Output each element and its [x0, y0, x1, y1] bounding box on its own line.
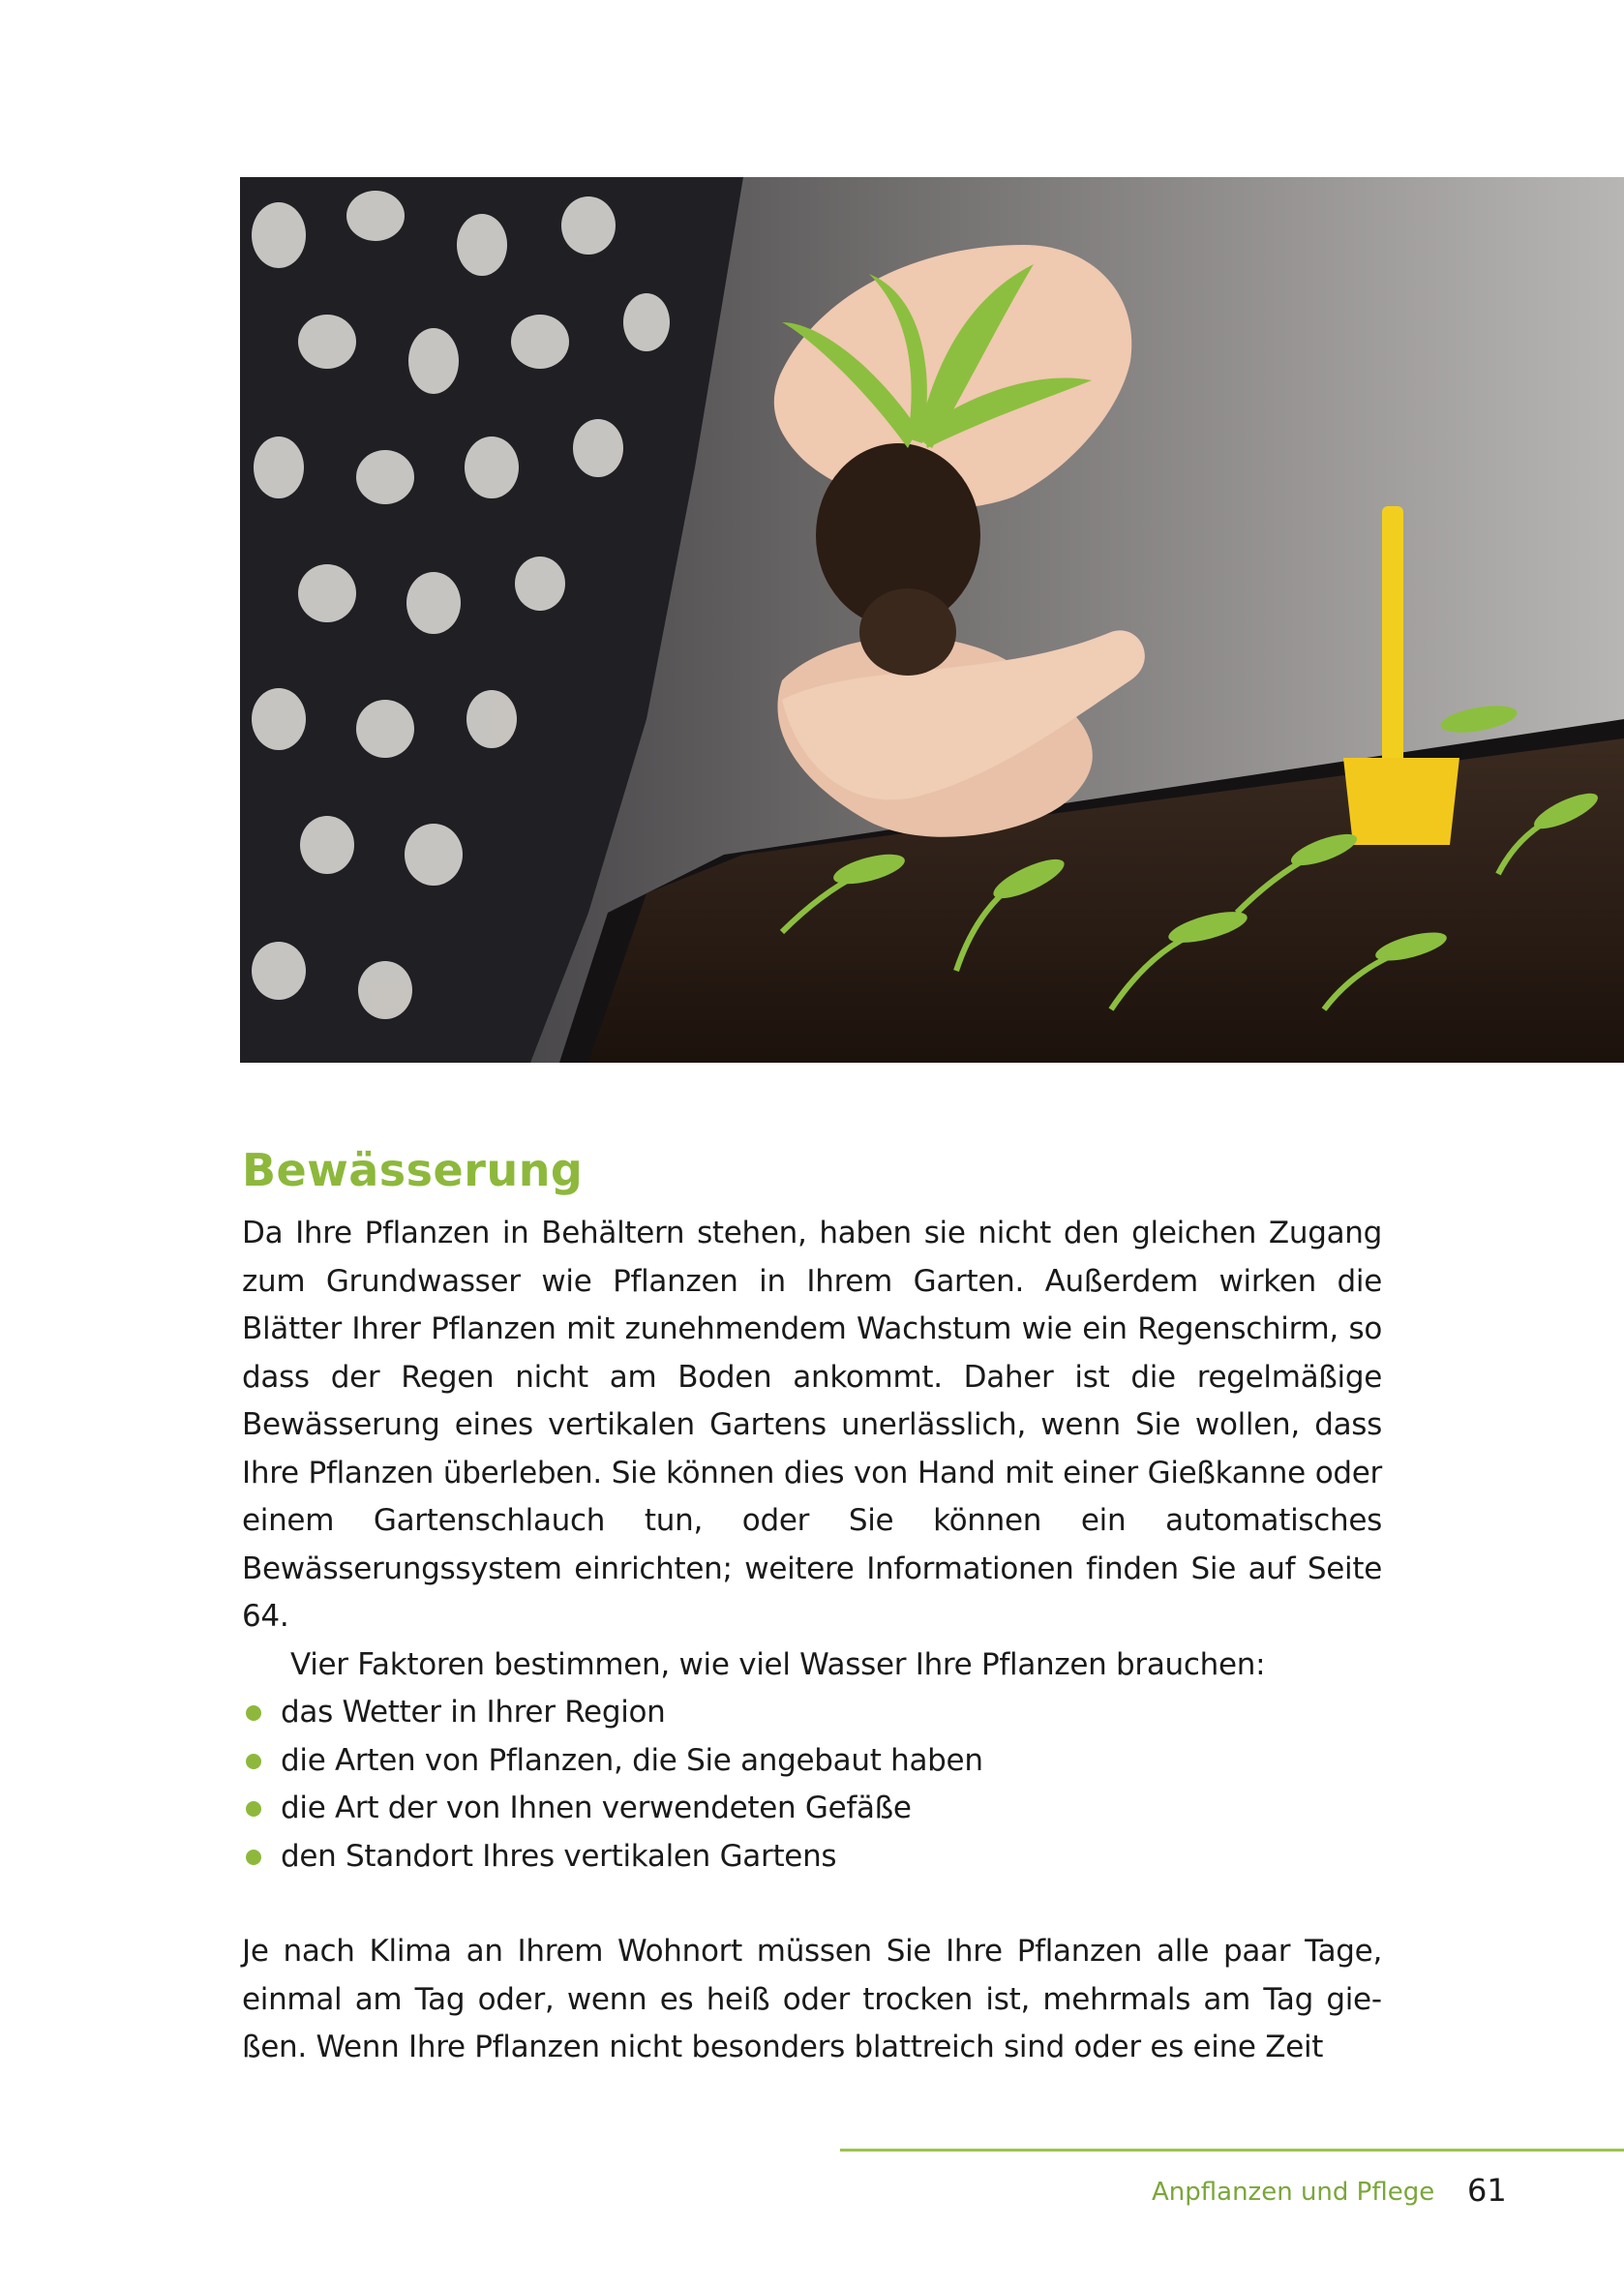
bullet-icon	[246, 1754, 261, 1769]
list-item-text: den Standort Ihres vertikalen Gartens	[281, 1838, 837, 1874]
paragraph-spacer	[242, 1881, 1382, 1928]
list-item	[242, 1737, 1382, 1786]
footer-divider	[840, 2149, 1624, 2152]
bullet-icon	[246, 1850, 261, 1865]
factors-list	[242, 1689, 1382, 1881]
bullet-icon	[246, 1705, 261, 1721]
page-number: 61	[1467, 2172, 1507, 2209]
list-item	[242, 1689, 1382, 1737]
article-body	[242, 1142, 1382, 2072]
list-item-text: das Wetter in Ihrer Region	[281, 1695, 666, 1730]
seedling-photo	[240, 177, 1624, 1063]
list-item-text: die Art der von Ihnen verwendeten Gefäße	[281, 1791, 912, 1825]
section-heading: Bewässerung	[242, 1144, 584, 1196]
paragraph-climate: Je nach Klima an Ihrem Wohnort müssen Sie Ihre Pflanzen alle paar Tage, einmal am Tag oder, wenn es heiß oder trocken ist, mehrmals am Tag gießen. Wenn Ihre Pflanzen nicht besonders blattreich sind oder es eine Zeit	[242, 1934, 1382, 2064]
paragraph-intro: Da Ihre Pflanzen in Behältern stehen, haben sie nicht den gleichen Zugang zum Grundwasser wie Pflanzen in Ihrem Garten. Außerdem wirken die Blätter Ihrer Pflanzen mit zunehmendem Wachstum wie ein Regenschirm, so dass der Regen nicht am Boden ankommt. Daher ist die regelmäßige Bewässerung eines vertikalen Gartens unerlässlich, wenn Sie wollen, dass Ihre Pflanzen überleben. Sie können dies von Hand mit einer Gießkanne oder einem Gartenschlauch tun, oder Sie können ein automatisches Bewässerungssystem einrichten; weitere Informationen finden Sie auf Seite 64.	[242, 1216, 1382, 1634]
bullet-icon	[246, 1801, 261, 1817]
factors-intro: Vier Faktoren bestimmen, wie viel Wasser Ihre Pflanzen brauchen:	[290, 1646, 1266, 1682]
list-item-text: die Arten von Pflanzen, die Sie angebaut haben	[281, 1742, 983, 1778]
list-item	[242, 1833, 1382, 1882]
running-footer-section: Anpflanzen und Pflege	[1152, 2178, 1435, 2207]
list-item	[242, 1785, 1382, 1833]
